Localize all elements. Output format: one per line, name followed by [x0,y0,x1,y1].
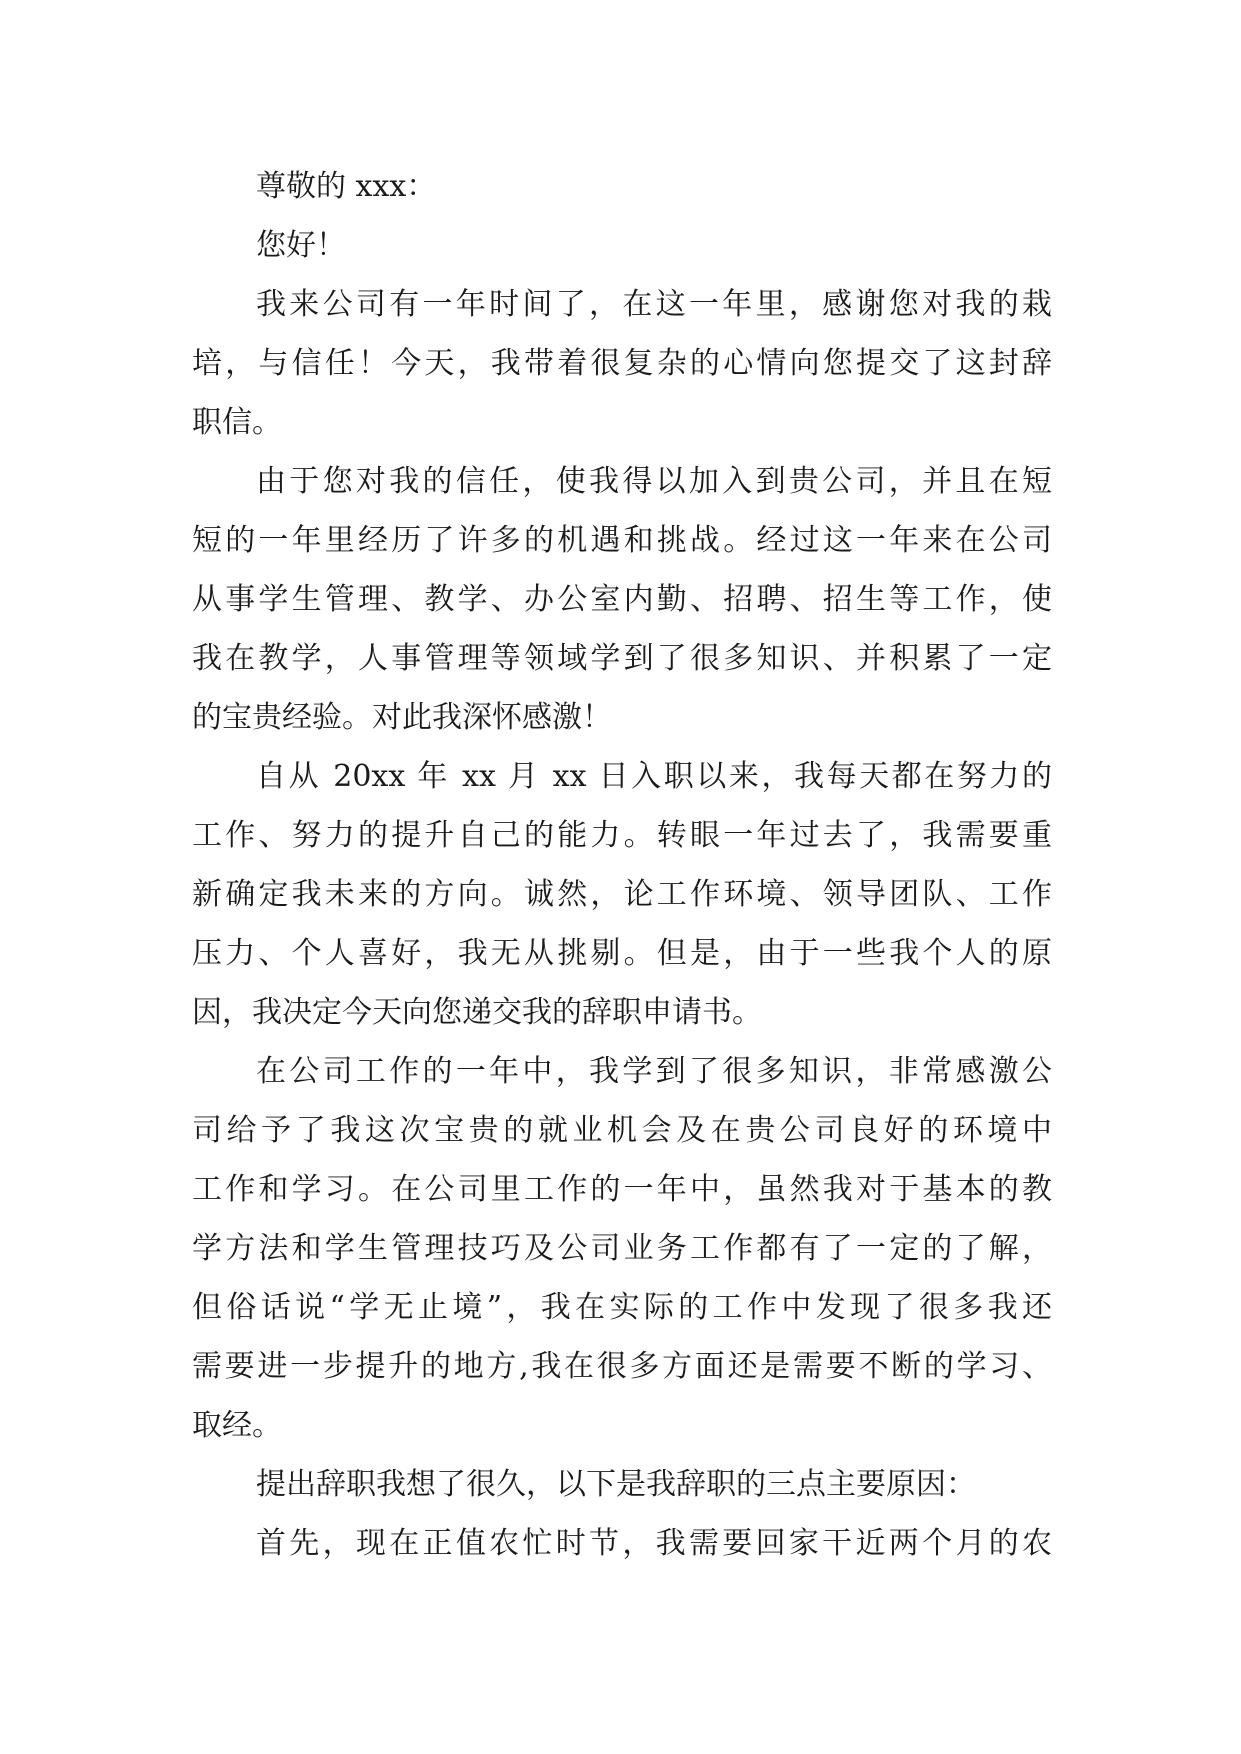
paragraph-3-line-3: 新确定我未来的方向。诚然，论工作环境、领导团队、工作 [192,877,1052,912]
greeting: 您好！ [256,228,346,263]
paragraph-4-line-3: 工作和学习。在公司里工作的一年中，虽然我对于基本的教 [192,1172,1052,1207]
paragraph-2-line-4: 我在教学，人事管理等领域学到了很多知识、并积累了一定 [192,641,1052,676]
paragraph-2-line-5: 的宝贵经验。对此我深怀感激！ [192,700,612,735]
paragraph-2-line-3: 从事学生管理、教学、办公室内勤、招聘、招生等工作，使 [192,582,1052,617]
paragraph-4-line-1: 在公司工作的一年中，我学到了很多知识，非常感激公 [256,1054,1052,1089]
paragraph-6-line-1: 首先，现在正值农忙时节，我需要回家干近两个月的农 [256,1526,1052,1561]
paragraph-4-line-7: 取经。 [192,1408,282,1443]
paragraph-3-line-4: 压力、个人喜好，我无从挑剔。但是，由于一些我个人的原 [192,936,1052,971]
paragraph-4-line-6: 需要进一步提升的地方,我在很多方面还是需要不断的学习、 [192,1349,1052,1384]
paragraph-1-line-1: 我来公司有一年时间了，在这一年里，感谢您对我的栽 [256,287,1052,322]
paragraph-5-line-1: 提出辞职我想了很久，以下是我辞职的三点主要原因： [256,1467,976,1502]
paragraph-4-line-5: 但俗话说“学无止境”，我在实际的工作中发现了很多我还 [192,1290,1052,1325]
paragraph-4-line-2: 司给予了我这次宝贵的就业机会及在贵公司良好的环境中 [192,1113,1052,1148]
paragraph-2-line-1: 由于您对我的信任，使我得以加入到贵公司，并且在短 [256,464,1052,499]
paragraph-4-line-4: 学方法和学生管理技巧及公司业务工作都有了一定的了解， [192,1231,1052,1266]
paragraph-2-line-2: 短的一年里经历了许多的机遇和挑战。经过这一年来在公司 [192,523,1052,558]
paragraph-3-line-5: 因，我决定今天向您递交我的辞职申请书。 [192,995,762,1030]
paragraph-3-line-1: 自从 20xx 年 xx 月 xx 日入职以来，我每天都在努力的 [256,759,1052,794]
paragraph-1-line-3: 职信。 [192,405,282,440]
paragraph-3-line-2: 工作、努力的提升自己的能力。转眼一年过去了，我需要重 [192,818,1052,853]
letter-body [192,157,1052,1573]
paragraph-1-line-2: 培，与信任！今天，我带着很复杂的心情向您提交了这封辞 [192,346,1052,381]
salutation: 尊敬的 xxx： [256,169,437,204]
